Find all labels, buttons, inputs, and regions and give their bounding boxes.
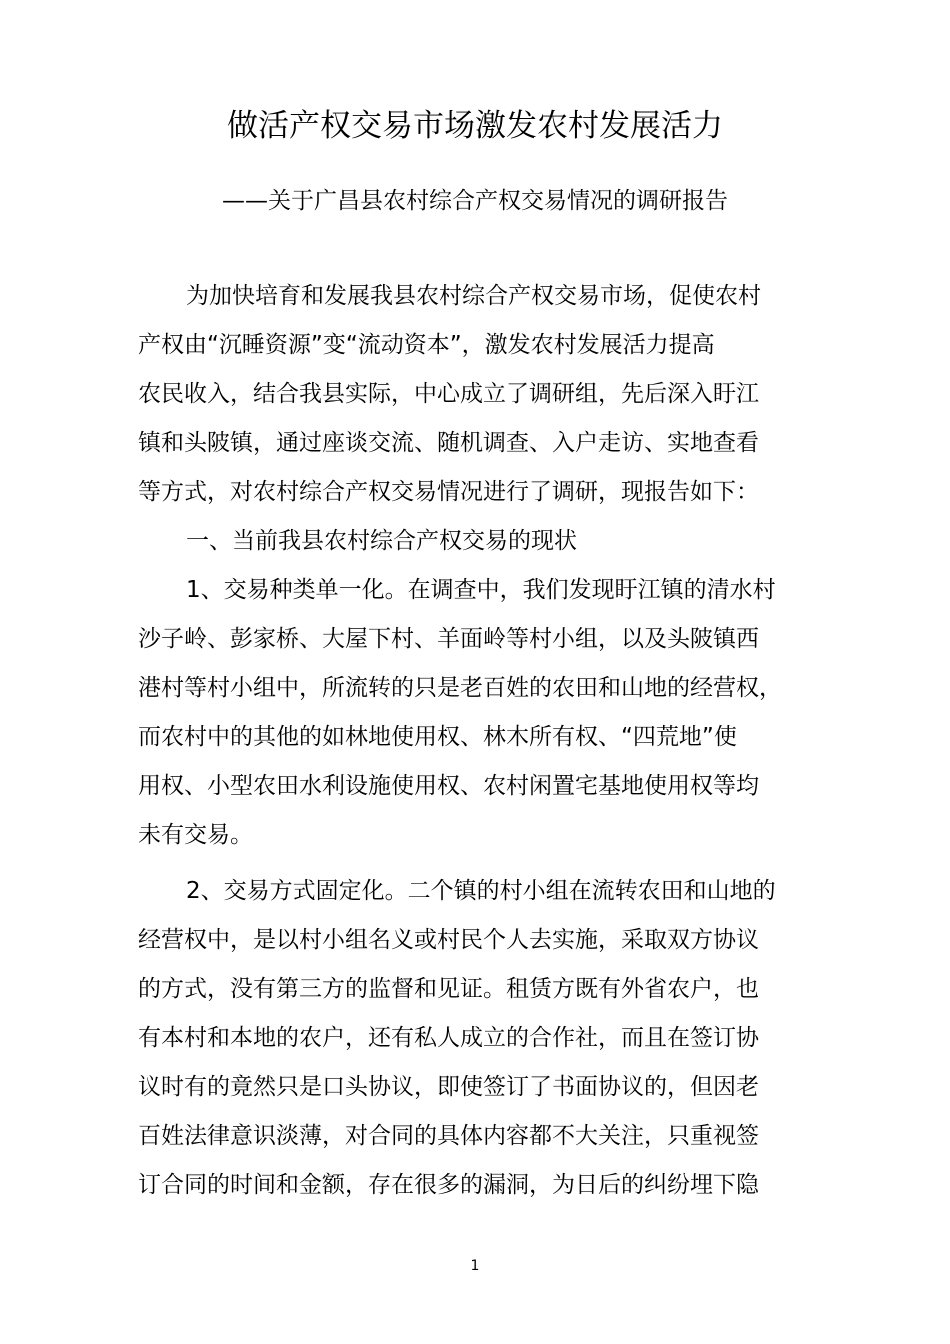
text-line: 等方式，对农村综合产权交易情况进行了调研，现报告如下： [138,479,759,505]
document-title: 做活产权交易市场激发农村发展活力 [227,108,723,144]
page-number: 1 [470,1258,480,1274]
text-line: 1、交易种类单一化。在调查中，我们发现盱江镇的清水村 [186,577,776,603]
text-line: 为加快培育和发展我县农村综合产权交易市场，促使农村 [186,283,761,309]
text-line: 的方式，没有第三方的监督和见证。租赁方既有外省农户，也 [138,976,759,1002]
text-line: 议时有的竟然只是口头协议，即使签订了书面协议的，但因老 [138,1074,759,1100]
text-line: 用权、小型农田水利设施使用权、农村闲置宅基地使用权等均 [138,773,759,799]
text-line: 有本村和本地的农户，还有私人成立的合作社，而且在签订协 [138,1025,759,1051]
section-heading: 一、当前我县农村综合产权交易的现状 [186,528,577,554]
text-line: 百姓法律意识淡薄，对合同的具体内容都不大关注，只重视签 [138,1123,759,1149]
text-line: 经营权中，是以村小组名义或村民个人去实施，采取双方协议 [138,927,759,953]
text-line: 而农村中的其他的如林地使用权、林木所有权、“四荒地”使 [138,724,737,750]
text-line: 订合同的时间和金额，存在很多的漏洞，为日后的纠纷埋下隐 [138,1172,759,1198]
text-line: 港村等村小组中，所流转的只是老百姓的农田和山地的经营权， [138,675,782,701]
text-line: 产权由“沉睡资源”变“流动资本”，激发农村发展活力提高 [138,332,715,358]
text-line: 镇和头陂镇，通过座谈交流、随机调查、入户走访、实地查看 [138,430,759,456]
text-line: 沙子岭、彭家桥、大屋下村、羊面岭等村小组，以及头陂镇西 [138,626,759,652]
text-line: 农民收入，结合我县实际，中心成立了调研组，先后深入盱江 [138,381,759,407]
paragraph-intro [138,272,814,860]
paragraph-transaction-method [138,867,814,1210]
document-subtitle: ——关于广昌县农村综合产权交易情况的调研报告 [222,188,728,214]
text-line: 2、交易方式固定化。二个镇的村小组在流转农田和山地的 [186,878,776,904]
text-line: 未有交易。 [138,822,253,848]
